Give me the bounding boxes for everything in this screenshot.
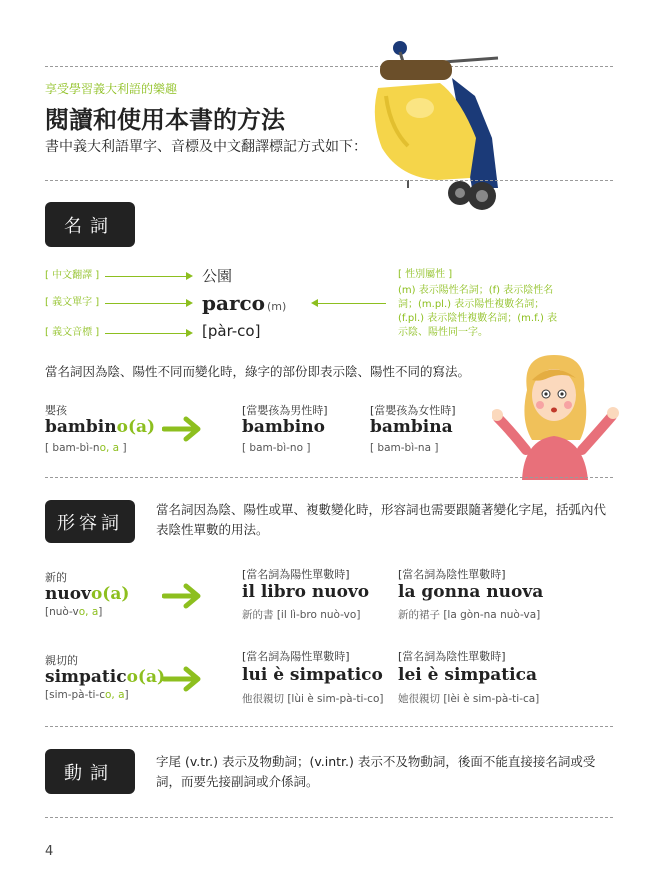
section-label-verb: 動詞 [45, 749, 135, 794]
noun-female-word: bambina [370, 417, 453, 437]
adj2-female-label: [當名詞為陰性單數時] [398, 650, 506, 663]
adj1-pron [45, 606, 102, 618]
noun-pron-prefix: [ bam-bì-n [45, 442, 100, 454]
adj2-male-gloss: 他很親切 [lùi è sim-pà-ti-co] [242, 693, 384, 705]
arrow-head [311, 299, 318, 307]
adj1-pron-suffix: ] [98, 606, 103, 618]
arrow-head [186, 329, 193, 337]
pron-tag: [ 義文音標 ] [45, 327, 100, 338]
legend-word [202, 291, 286, 315]
noun-pron-ending: o, a [99, 442, 120, 454]
adj2-female-phrase: lei è simpatica [398, 665, 537, 685]
adj2-pron [45, 689, 129, 701]
divider [45, 180, 613, 181]
adj2-meaning: 親切的 [45, 654, 78, 667]
noun-pron [45, 442, 127, 454]
noun-female-label: [當嬰孩為女性時] [370, 404, 456, 417]
adj1-male-phrase: il libro nuovo [242, 582, 370, 602]
adj1-pron-prefix: [nuò-v [45, 606, 79, 618]
section-label-noun: 名詞 [45, 202, 135, 247]
adj1-ending: o(a) [90, 584, 130, 604]
adj2-word [45, 667, 165, 687]
noun-meaning: 嬰孩 [45, 404, 67, 417]
adj2-pron-suffix: ] [124, 689, 129, 701]
adj1-word [45, 584, 129, 604]
noun-explanation: 當名詞因為陰、陽性不同而變化時，綠字的部份即表示陰、陽性不同的寫法。 [45, 364, 471, 379]
adj1-female-phrase: la gonna nuova [398, 582, 544, 602]
arrow-head [186, 299, 193, 307]
noun-ending: o(a) [116, 417, 156, 437]
divider [45, 817, 613, 818]
adj2-female-gloss: 她很親切 [lèi è sim-pà-ti-ca] [398, 693, 540, 705]
adj2-pron-prefix: [sim-pà-ti-c [45, 689, 105, 701]
gender-note: (m) 表示陽性名詞；(f) 表示陰性名詞；(m.pl.) 表示陽性複數名詞；(f.pl.) 表示陰性複數名詞；(m.f.) 表示陰、陽性同一字。 [398, 285, 558, 338]
scooter-illustration [360, 38, 510, 213]
page-title: 閱讀和使用本書的方法 [45, 106, 285, 134]
adj2-pron-ending: o, a [105, 689, 125, 701]
adj2-ending: o(a) [126, 667, 166, 687]
adjective-explanation: 當名詞因為陰、陽性或單、複數變化時，形容詞也需要跟隨著變化字尾，括弧內代表陰性單數的用法。 [156, 502, 607, 537]
word-arrow [105, 303, 188, 304]
adj1-male-gloss: 新的書 [il lì-bro nuò-vo] [242, 609, 361, 621]
page-kicker: 享受學習義大利語的樂趣 [45, 82, 178, 96]
page-subtitle: 書中義大利語單字、音標及中文翻譯標記方式如下： [45, 139, 367, 155]
legend-pronunciation: [pàr-co] [202, 322, 261, 340]
pron-arrow [105, 333, 188, 334]
adj1-female-gloss: 新的裙子 [la gòn-na nuò-va] [398, 609, 541, 621]
legend-gender: (m) [267, 300, 287, 313]
verb-explanation: 字尾 (v.tr.) 表示及物動詞；(v.intr.) 表示不及物動詞，後面不能直接接名詞或受詞，而要先接副詞或介係詞。 [156, 754, 596, 789]
divider [45, 66, 613, 67]
divider [45, 477, 613, 478]
right-arrow-icon [162, 665, 204, 693]
gender-tag: [ 性別屬性 ] [398, 269, 453, 280]
gender-arrow [318, 303, 386, 304]
legend-word-text: parco [202, 291, 265, 315]
adj1-stem: nuov [45, 584, 91, 604]
noun-male-pron: [ bam-bì-no ] [242, 442, 311, 454]
adj1-meaning: 新的 [45, 571, 67, 584]
noun-female-pron: [ bam-bì-na ] [370, 442, 439, 454]
girl-illustration [492, 350, 622, 480]
section-label-adjective: 形容詞 [45, 500, 135, 543]
translation-tag: [ 中文翻譯 ] [45, 270, 100, 281]
right-arrow-icon [162, 415, 204, 443]
word-tag: [ 義文單字 ] [45, 297, 100, 308]
divider [45, 726, 613, 727]
arrow-head [186, 272, 193, 280]
right-arrow-icon [162, 582, 204, 610]
adj2-stem: simpatic [45, 667, 127, 687]
translation-arrow [105, 276, 188, 277]
noun-male-word: bambino [242, 417, 325, 437]
adj2-male-label: [當名詞為陽性單數時] [242, 650, 350, 663]
legend-translation: 公園 [202, 267, 233, 285]
noun-word [45, 417, 155, 437]
adj1-pron-ending: o, a [78, 606, 99, 618]
adj1-male-label: [當名詞為陽性單數時] [242, 568, 350, 581]
noun-stem: bambin [45, 417, 117, 437]
adj1-female-label: [當名詞為陰性單數時] [398, 568, 506, 581]
noun-pron-suffix: ] [119, 442, 127, 454]
page-number: 4 [45, 844, 54, 859]
adj2-male-phrase: lui è simpatico [242, 665, 383, 685]
noun-male-label: [當嬰孩為男性時] [242, 404, 328, 417]
